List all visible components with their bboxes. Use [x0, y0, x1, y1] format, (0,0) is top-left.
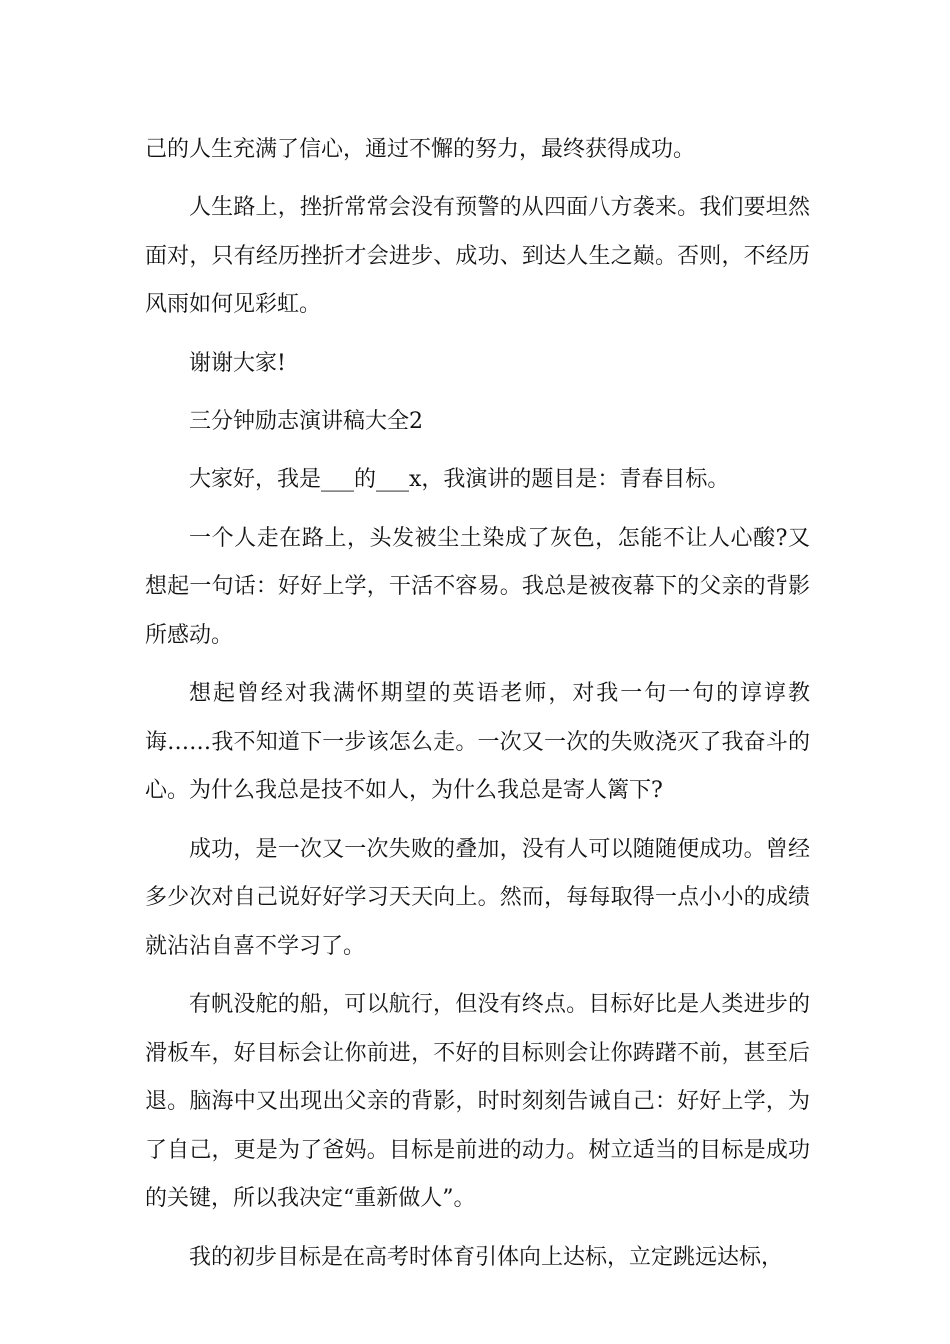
- paragraph: 我的初步目标是在高考时体育引体向上达标，立定跳远达标，: [189, 1244, 784, 1270]
- paragraph-greeting: 大家好，我是___的___x，我演讲的题目是：青春目标。: [189, 467, 730, 493]
- paragraph: 成功，是一次又一次失败的叠加，没有人可以随随便成功。曾经多少次对自己说好好学习天天向上。然而，每每取得一点小小的成绩就沾沾自喜不学习了。: [145, 836, 810, 959]
- paragraph: 一个人走在路上，头发被尘土染成了灰色，怎能不让人心酸?又想起一句话：好好上学，干活不容易。我总是被夜幕下的父亲的背影所感动。: [145, 525, 810, 648]
- paragraph: 人生路上，挫折常常会没有预警的从四面八方袭来。我们要坦然面对，只有经历挫折才会进步、成功、到达人生之巅。否则，不经历风雨如何见彩虹。: [145, 195, 810, 318]
- paragraph: 想起曾经对我满怀期望的英语老师，对我一句一句的谆谆教诲……我不知道下一步该怎么走。一次又一次的失败浇灭了我奋斗的心。为什么我总是技不如人，为什么我总是寄人篱下?: [145, 681, 810, 804]
- paragraph-thanks: 谢谢大家!: [189, 350, 286, 376]
- paragraph-continued: 己的人生充满了信心，通过不懈的努力，最终获得成功。: [145, 137, 696, 162]
- section-title: 三分钟励志演讲稿大全2: [189, 409, 423, 435]
- paragraph: 有帆没舵的船，可以航行，但没有终点。目标好比是人类进步的滑板车，好目标会让你前进，不好的目标则会让你踌躇不前，甚至后退。脑海中又出现出父亲的背影，时时刻刻告诫自己：好好上学，为了自己，更是为了爸妈。目标是前进的动力。树立适当的目标是成功的关键，所以我决定“重新做人”。: [145, 992, 810, 1212]
- document-body: [145, 126, 810, 1292]
